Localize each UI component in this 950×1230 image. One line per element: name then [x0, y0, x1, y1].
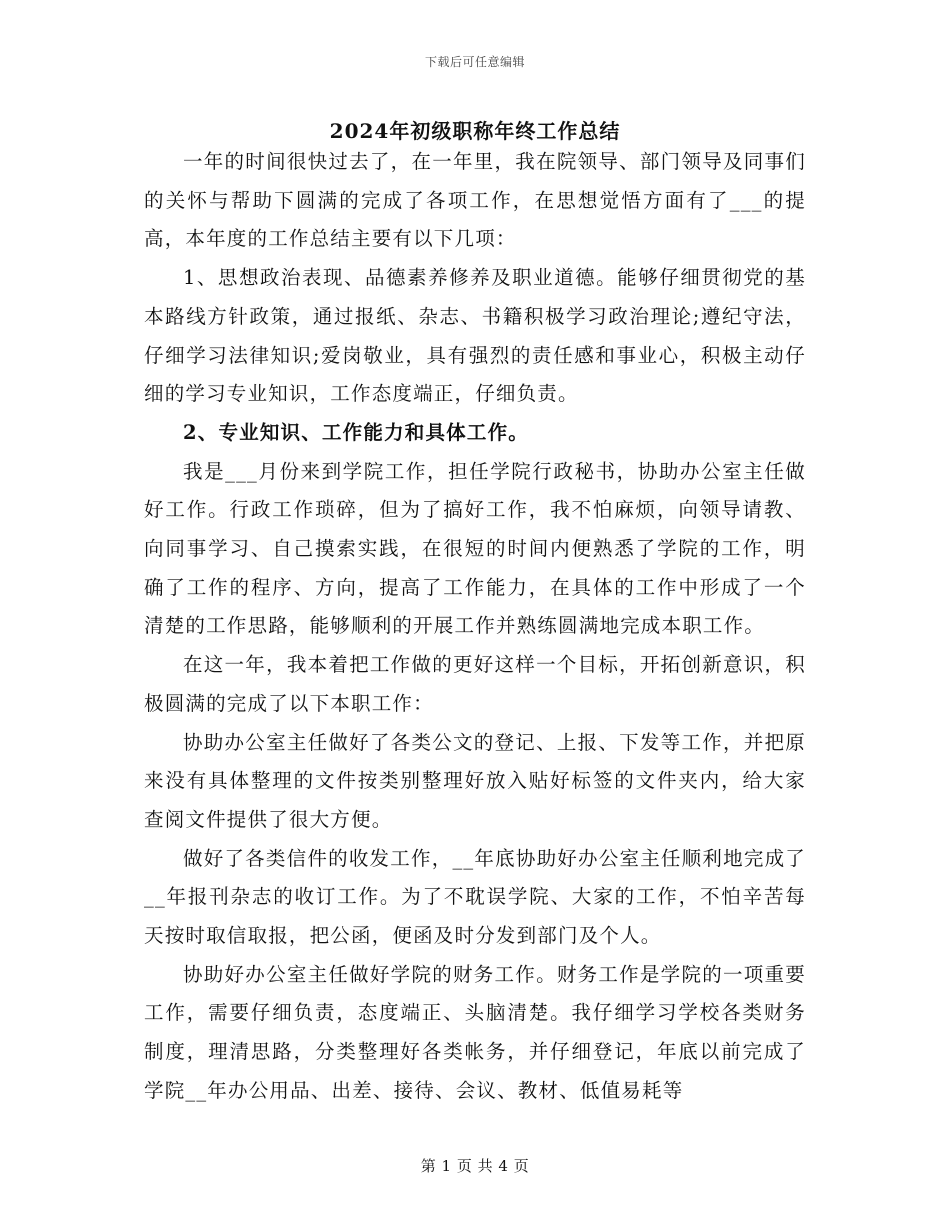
paragraph-documents: 协助办公室主任做好了各类公文的登记、上报、下发等工作，并把原来没有具体整理的文件按类别整理好放入贴好标签的文件夹内，给大家查阅文件提供了很大方便。: [144, 730, 806, 831]
paragraph-intro: 一年的时间很快过去了，在一年里，我在院领导、部门领导及同事们的关怀与帮助下圆满的完成了各项工作，在思想觉悟方面有了___的提高，本年度的工作总结主要有以下几项：: [144, 150, 806, 251]
paragraph-heading-professional: 2、专业知识、工作能力和具体工作。: [183, 420, 529, 444]
paragraph-goal: 在这一年，我本着把工作做的更好这样一个目标，开拓创新意识，积极圆满的完成了以下本职工作：: [144, 653, 806, 715]
page-footer: 第 1 页 共 4 页: [420, 1157, 530, 1175]
header-note: 下载后可任意编辑: [424, 55, 525, 69]
paragraph-role: 我是___月份来到学院工作，担任学院行政秘书，协助办公室主任做好工作。行政工作琐碎，但为了搞好工作，我不怕麻烦，向领导请教、向同事学习、自己摸索实践，在很短的时间内便熟悉了学院的工作，明确了工作的程序、方向，提高了工作能力，在具体的工作中形成了一个清楚的工作思路，能够顺利的开展工作并熟练圆满地完成本职工作。: [144, 459, 806, 638]
paragraph-finance: 协助好办公室主任做好学院的财务工作。财务工作是学院的一项重要工作，需要仔细负责，态度端正、头脑清楚。我仔细学习学校各类财务制度，理清思路，分类整理好各类帐务，并仔细登记，年底以前完成了学院__年办公用品、出差、接待、会议、教材、低值易耗等: [144, 962, 806, 1102]
paragraph-political: 1、思想政治表现、品德素养修养及职业道德。能够仔细贯彻党的基本路线方针政策，通过报纸、杂志、书籍积极学习政治理论;遵纪守法，仔细学习法律知识;爱岗敬业，具有强烈的责任感和事业心，积极主动仔细的学习专业知识，工作态度端正，仔细负责。: [144, 266, 806, 406]
document-title: 2024年初级职称年终工作总结: [329, 119, 621, 143]
paragraph-mail: 做好了各类信件的收发工作，__年底协助好办公室主任顺利地完成了__年报刊杂志的收订工作。为了不耽误学院、大家的工作，不怕辛苦每天按时取信取报，把公函，便函及时分发到部门及个人。: [144, 846, 806, 948]
document-body: [144, 143, 806, 1111]
